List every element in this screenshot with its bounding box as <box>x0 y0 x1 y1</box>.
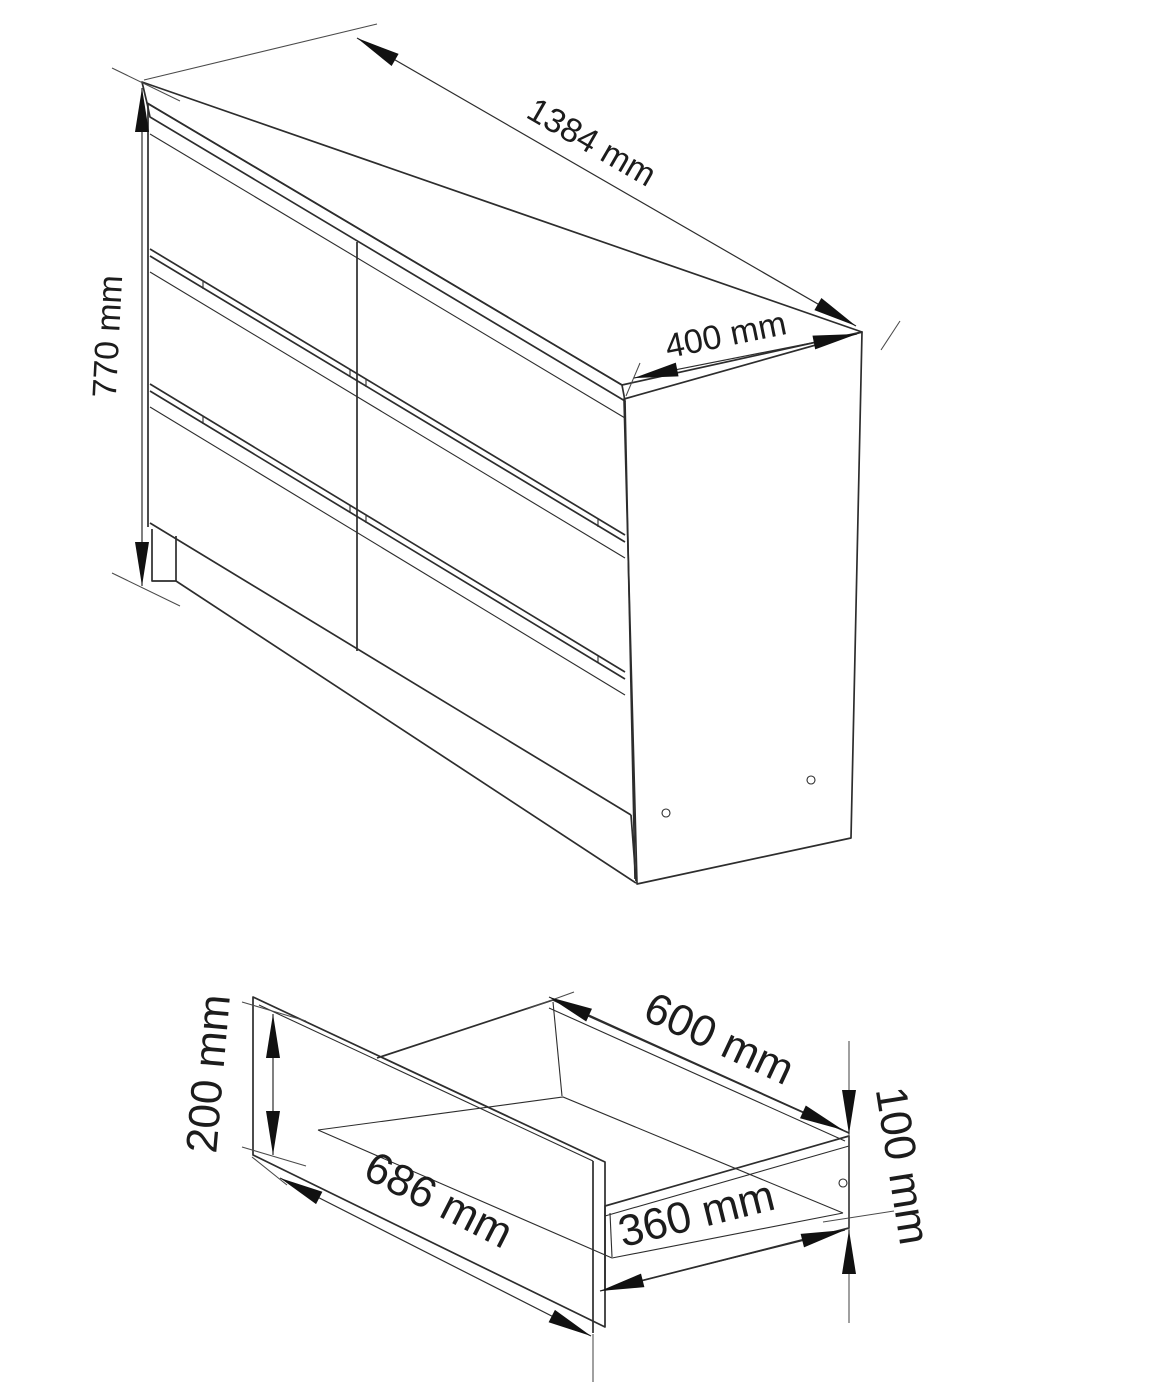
dim-label-drawer-side-height: 100 mm <box>865 1083 939 1249</box>
dim-label-drawer-box-depth: 360 mm <box>613 1170 780 1257</box>
dim-label-cabinet-width: 1384 mm <box>520 90 663 195</box>
dim-label-cabinet-height: 770 mm <box>85 274 131 399</box>
dim-label-cabinet-depth: 400 mm <box>661 304 790 367</box>
dim-label-drawer-box-width: 600 mm <box>636 983 802 1095</box>
dim-label-drawer-front-width: 686 mm <box>356 1142 521 1258</box>
dim-label-drawer-front-height: 200 mm <box>177 992 240 1156</box>
